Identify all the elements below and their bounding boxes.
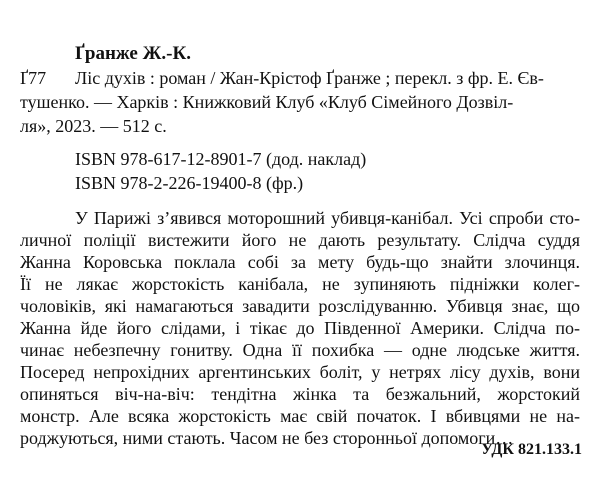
isbn-line: ISBN 978-617-12-8901-7 (дод. наклад) <box>75 149 367 169</box>
udc-code: УДК 821.133.1 <box>481 441 582 458</box>
abstract-line: Жанна йде його слідами, і тікає до Південної Америки. Слідча по- <box>20 318 580 338</box>
abstract-line: личної поліції вистежити його не дають результату. Слідча суддя <box>20 230 580 250</box>
call-number: Ґ77 <box>20 68 47 88</box>
abstract-line: У Парижі з’явився моторошний убивця-канібал. Усі спроби сто- <box>75 208 580 228</box>
abstract-line: чинає небезпечну гонитву. Одна її похибка — одне людське життя. <box>20 340 580 360</box>
abstract-line: Жанна Коровська поклала собі за мету будь-що знайти злочинця. <box>20 252 580 272</box>
bibliographic-line: Ліс духів : роман / Жан-Крістоф Ґранже ; перекл. з фр. Е. Єв- <box>75 68 544 88</box>
bibliographic-line: ля», 2023. — 512 с. <box>20 116 167 136</box>
abstract-line: монстр. Але всяка жорстокість має свій початок. І вбивцями не на- <box>20 406 580 426</box>
abstract-line: роджуються, ними стають. Часом не без сторонньої допомоги… <box>20 428 514 448</box>
abstract-line: опиняться віч-на-віч: тендітна жінка та безжальний, жорстокий <box>20 384 580 404</box>
author-heading: Ґранже Ж.-К. <box>75 43 191 64</box>
abstract-line: Посеред непрохідних аргентинських боліт, у нетрях лісу духів, вони <box>20 362 580 382</box>
bibliographic-line: тушенко. — Харків : Книжковий Клуб «Клуб Сімейного Дозвіл- <box>20 92 514 112</box>
abstract-line: чоловіків, які намагаються завадити розслідуванню. Убивця знає, що <box>20 296 580 316</box>
abstract-line: Її не лякає жорстокість канібала, не зупиняють підніжки колег- <box>20 274 580 294</box>
isbn-line: ISBN 978-2-226-19400-8 (фр.) <box>75 173 304 193</box>
